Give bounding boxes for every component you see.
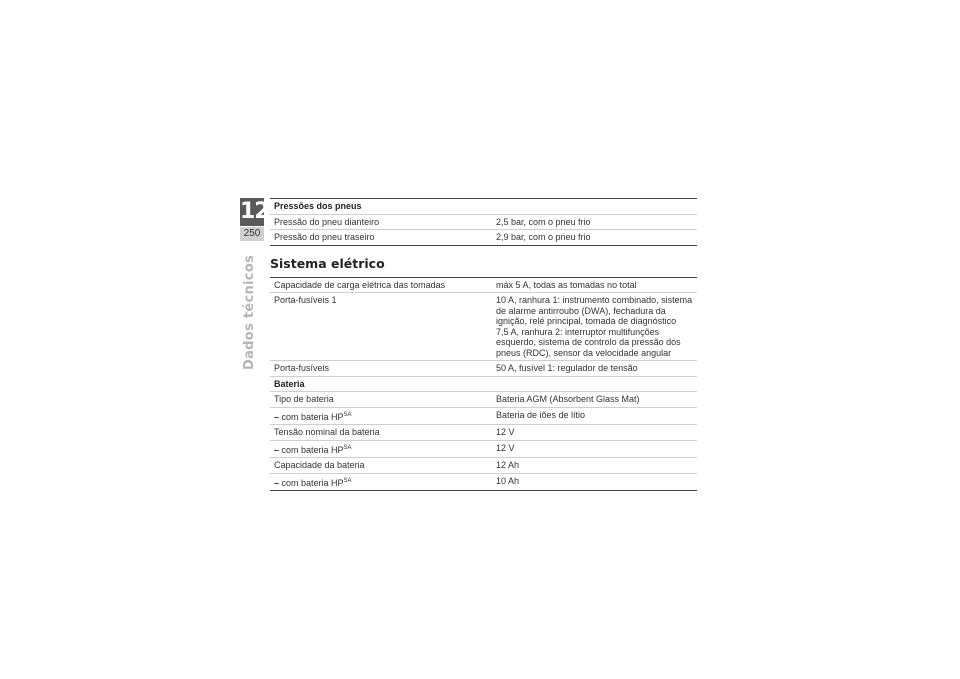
chapter-side-title: Dados técnicos [242,254,257,370]
table-row [270,277,697,293]
sa-marker: SA [343,444,352,451]
table-row [270,407,697,425]
table-row [270,392,697,408]
table-row [270,361,697,377]
row-value: 2,5 bar, com o pneu frio [496,216,591,227]
fuse-slot-2: 7,5 A, ranhura 2: interruptor multifunções esquerdo, sistema de controlo da pressão dos pneus (RDC), sensor da velocidade angular [496,326,681,358]
section-title: Sistema elétrico [270,255,385,271]
table-row [270,230,697,246]
table-row [270,473,697,491]
row-label: Porta-fusíveis 1 [274,295,337,305]
table-heading-row [270,199,697,215]
chapter-number: 12 [240,199,269,224]
tire-pressure-heading: Pressões dos pneus [274,201,362,211]
page-number: 250 [240,227,264,241]
table-row [270,425,697,441]
row-value [492,293,697,361]
row-value: 2,9 bar, com o pneu frio [496,232,591,242]
table-row [270,214,697,230]
sub-label: – com bateria HP [274,445,344,455]
table-row [270,293,697,361]
row-value: 10 Ah [496,475,520,486]
sa-marker: SA [343,477,352,484]
row-label: Capacidade da bateria [274,460,365,470]
row-label: Tipo de bateria [274,394,334,404]
row-label: Porta-fusíveis [274,363,330,373]
fuse-slot-1: 10 A, ranhura 1: instrumento combinado, sistema de alarme antirroubo (DWA), fechadura da ignição, relé principal, tomada de diagnóstico [496,295,693,326]
sub-label: – com bateria HP [274,412,344,422]
row-value: 12 V [496,427,515,437]
chapter-tab [240,198,269,242]
row-value: 50 A, fusível 1: regulador de tensão [496,363,638,373]
row-label [270,407,492,425]
content [270,198,697,491]
row-value: 12 Ah [496,460,520,470]
sub-label: – com bateria HP [274,478,344,488]
row-label: Pressão do pneu dianteiro [274,216,380,227]
tire-pressure-table [270,198,697,246]
row-value: Bateria de iões de lítio [496,409,586,420]
table-row [270,440,697,458]
row-value: 12 V [496,442,515,453]
sa-marker: SA [343,411,352,418]
table-row [270,458,697,474]
row-label [270,440,492,458]
row-label: Capacidade de carga elétrica das tomadas [274,279,446,290]
row-label: Pressão do pneu traseiro [274,232,375,242]
row-value: máx 5 A, todas as tomadas no total [496,279,637,290]
row-label: Tensão nominal da bateria [274,427,380,437]
electrical-table [270,277,697,492]
row-label [270,473,492,491]
row-value: Bateria AGM (Absorbent Glass Mat) [496,394,640,404]
battery-heading: Bateria [274,378,305,389]
table-heading-row [270,376,697,392]
